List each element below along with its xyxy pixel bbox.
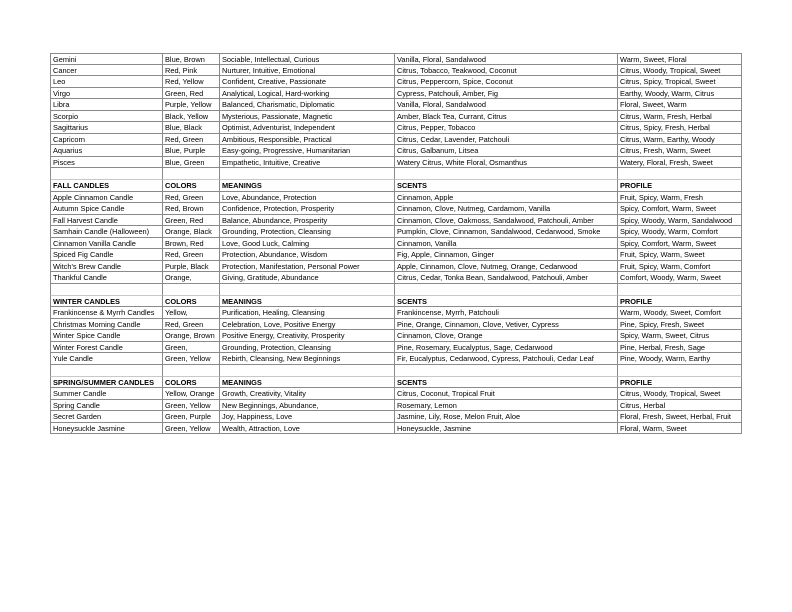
- profile-cell[interactable]: Pine, Woody, Warm, Earthy: [618, 353, 742, 365]
- profile-cell[interactable]: Spicy, Comfort, Warm, Sweet: [618, 238, 742, 250]
- name-cell[interactable]: Libra: [50, 99, 163, 111]
- profile-cell[interactable]: Watery, Floral, Fresh, Sweet: [618, 157, 742, 169]
- name-cell[interactable]: Yule Candle: [50, 353, 163, 365]
- scents-cell[interactable]: Vanilla, Floral, Sandalwood: [395, 99, 618, 111]
- meanings-cell[interactable]: Easy-going, Progressive, Humanitarian: [220, 145, 395, 157]
- colors-cell[interactable]: Red, Green: [163, 134, 220, 146]
- profile-cell[interactable]: Fruit, Spicy, Warm, Comfort: [618, 261, 742, 273]
- profile-cell[interactable]: Pine, Spicy, Fresh, Sweet: [618, 319, 742, 331]
- name-cell[interactable]: Leo: [50, 76, 163, 88]
- colors-cell[interactable]: Red, Brown: [163, 203, 220, 215]
- empty-cell[interactable]: [50, 365, 163, 377]
- empty-cell[interactable]: [50, 284, 163, 296]
- colors-cell[interactable]: Green, Purple: [163, 411, 220, 423]
- colors-cell[interactable]: Red, Yellow: [163, 76, 220, 88]
- meanings-cell[interactable]: Positive Energy, Creativity, Prosperity: [220, 330, 395, 342]
- colors-cell[interactable]: Orange, Brown: [163, 330, 220, 342]
- meanings-cell[interactable]: Celebration, Love, Positive Energy: [220, 319, 395, 331]
- meanings-cell[interactable]: Empathetic, Intuitive, Creative: [220, 157, 395, 169]
- empty-cell[interactable]: [50, 168, 163, 180]
- colors-cell[interactable]: Red, Green: [163, 319, 220, 331]
- scents-cell[interactable]: Citrus, Tobacco, Teakwood, Coconut: [395, 65, 618, 77]
- profile-cell[interactable]: Pine, Herbal, Fresh, Sage: [618, 342, 742, 354]
- colors-cell[interactable]: Red, Green: [163, 249, 220, 261]
- colors-header[interactable]: COLORS: [163, 180, 220, 192]
- scents-cell[interactable]: Amber, Black Tea, Currant, Citrus: [395, 111, 618, 123]
- empty-cell[interactable]: [220, 365, 395, 377]
- scents-cell[interactable]: Citrus, Cedar, Lavender, Patchouli: [395, 134, 618, 146]
- meanings-cell[interactable]: Protection, Abundance, Wisdom: [220, 249, 395, 261]
- name-cell[interactable]: Secret Garden: [50, 411, 163, 423]
- name-cell[interactable]: Scorpio: [50, 111, 163, 123]
- scents-cell[interactable]: Honeysuckle, Jasmine: [395, 423, 618, 435]
- section-title[interactable]: FALL CANDLES: [50, 180, 163, 192]
- scents-cell[interactable]: Pine, Orange, Cinnamon, Clove, Vetiver, Cypress: [395, 319, 618, 331]
- profile-cell[interactable]: Citrus, Spicy, Fresh, Herbal: [618, 122, 742, 134]
- empty-cell[interactable]: [618, 168, 742, 180]
- name-cell[interactable]: Thankful Candle: [50, 272, 163, 284]
- empty-cell[interactable]: [163, 284, 220, 296]
- meanings-cell[interactable]: Confidence, Protection, Prosperity: [220, 203, 395, 215]
- colors-header[interactable]: COLORS: [163, 377, 220, 389]
- name-cell[interactable]: Christmas Morning Candle: [50, 319, 163, 331]
- empty-cell[interactable]: [163, 365, 220, 377]
- scents-cell[interactable]: Frankincense, Myrrh, Patchouli: [395, 307, 618, 319]
- colors-cell[interactable]: Red, Pink: [163, 65, 220, 77]
- scents-cell[interactable]: Fir, Eucalyptus, Cedarwood, Cypress, Patchouli, Cedar Leaf: [395, 353, 618, 365]
- scents-header[interactable]: SCENTS: [395, 296, 618, 308]
- empty-cell[interactable]: [163, 168, 220, 180]
- profile-cell[interactable]: Citrus, Herbal: [618, 400, 742, 412]
- scents-cell[interactable]: Cinnamon, Vanilla: [395, 238, 618, 250]
- scents-cell[interactable]: Cinnamon, Apple: [395, 192, 618, 204]
- colors-cell[interactable]: Green,: [163, 342, 220, 354]
- meanings-cell[interactable]: Balance, Abundance, Prosperity: [220, 215, 395, 227]
- scents-cell[interactable]: Cinnamon, Clove, Nutmeg, Cardamom, Vanilla: [395, 203, 618, 215]
- meanings-cell[interactable]: Optimist, Adventurist, Independent: [220, 122, 395, 134]
- profile-cell[interactable]: Citrus, Warm, Fresh, Herbal: [618, 111, 742, 123]
- scents-cell[interactable]: Cinnamon, Clove, Orange: [395, 330, 618, 342]
- profile-cell[interactable]: Earthy, Woody, Warm, Citrus: [618, 88, 742, 100]
- scents-cell[interactable]: Rosemary, Lemon: [395, 400, 618, 412]
- name-cell[interactable]: Winter Spice Candle: [50, 330, 163, 342]
- scents-cell[interactable]: Cinnamon, Clove, Oakmoss, Sandalwood, Patchouli, Amber: [395, 215, 618, 227]
- scents-cell[interactable]: Pine, Rosemary, Eucalyptus, Sage, Cedarwood: [395, 342, 618, 354]
- scents-cell[interactable]: Citrus, Cedar, Tonka Bean, Sandalwood, Patchouli, Amber: [395, 272, 618, 284]
- name-cell[interactable]: Frankincense & Myrrh Candles: [50, 307, 163, 319]
- name-cell[interactable]: Pisces: [50, 157, 163, 169]
- profile-cell[interactable]: Fruit, Spicy, Warm, Sweet: [618, 249, 742, 261]
- scents-cell[interactable]: Cypress, Patchouli, Amber, Fig: [395, 88, 618, 100]
- colors-cell[interactable]: Brown, Red: [163, 238, 220, 250]
- profile-cell[interactable]: Citrus, Woody, Tropical, Sweet: [618, 65, 742, 77]
- scents-cell[interactable]: Citrus, Coconut, Tropical Fruit: [395, 388, 618, 400]
- profile-cell[interactable]: Citrus, Warm, Earthy, Woody: [618, 134, 742, 146]
- name-cell[interactable]: Apple Cinnamon Candle: [50, 192, 163, 204]
- name-cell[interactable]: Aquarius: [50, 145, 163, 157]
- colors-cell[interactable]: Green, Yellow: [163, 400, 220, 412]
- name-cell[interactable]: Cancer: [50, 65, 163, 77]
- name-cell[interactable]: Sagittarius: [50, 122, 163, 134]
- scents-header[interactable]: SCENTS: [395, 377, 618, 389]
- meanings-cell[interactable]: Nurturer, Intuitive, Emotional: [220, 65, 395, 77]
- profile-cell[interactable]: Spicy, Woody, Warm, Sandalwood: [618, 215, 742, 227]
- name-cell[interactable]: Spring Candle: [50, 400, 163, 412]
- name-cell[interactable]: Samhain Candle (Halloween): [50, 226, 163, 238]
- colors-cell[interactable]: Blue, Black: [163, 122, 220, 134]
- profile-cell[interactable]: Fruit, Spicy, Warm, Fresh: [618, 192, 742, 204]
- colors-cell[interactable]: Green, Yellow: [163, 423, 220, 435]
- candle-spreadsheet-table: [50, 53, 742, 434]
- colors-cell[interactable]: Blue, Purple: [163, 145, 220, 157]
- colors-cell[interactable]: Green, Red: [163, 215, 220, 227]
- colors-cell[interactable]: Green, Yellow: [163, 353, 220, 365]
- scents-cell[interactable]: Fig, Apple, Cinnamon, Ginger: [395, 249, 618, 261]
- scents-cell[interactable]: Watery Citrus, White Floral, Osmanthus: [395, 157, 618, 169]
- profile-header[interactable]: PROFILE: [618, 180, 742, 192]
- meanings-cell[interactable]: Ambitious, Responsible, Practical: [220, 134, 395, 146]
- meanings-cell[interactable]: Love, Good Luck, Calming: [220, 238, 395, 250]
- profile-cell[interactable]: Warm, Woody, Sweet, Comfort: [618, 307, 742, 319]
- colors-cell[interactable]: Black, Yellow: [163, 111, 220, 123]
- name-cell[interactable]: Gemini: [50, 53, 163, 65]
- profile-cell[interactable]: Spicy, Comfort, Warm, Sweet: [618, 203, 742, 215]
- scents-cell[interactable]: Citrus, Galbanum, Litsea: [395, 145, 618, 157]
- name-cell[interactable]: Cinnamon Vanilla Candle: [50, 238, 163, 250]
- profile-cell[interactable]: Floral, Fresh, Sweet, Herbal, Fruit: [618, 411, 742, 423]
- scents-header[interactable]: SCENTS: [395, 180, 618, 192]
- profile-cell[interactable]: Spicy, Woody, Warm, Comfort: [618, 226, 742, 238]
- colors-cell[interactable]: Purple, Yellow: [163, 99, 220, 111]
- empty-cell[interactable]: [220, 284, 395, 296]
- colors-header[interactable]: COLORS: [163, 296, 220, 308]
- colors-cell[interactable]: Blue, Brown: [163, 53, 220, 65]
- colors-cell[interactable]: Orange, Black: [163, 226, 220, 238]
- name-cell[interactable]: Capricorn: [50, 134, 163, 146]
- meanings-cell[interactable]: Balanced, Charismatic, Diplomatic: [220, 99, 395, 111]
- meanings-cell[interactable]: Protection, Manifestation, Personal Power: [220, 261, 395, 273]
- profile-cell[interactable]: Citrus, Spicy, Tropical, Sweet: [618, 76, 742, 88]
- meanings-cell[interactable]: Purification, Healing, Cleansing: [220, 307, 395, 319]
- scents-cell[interactable]: Citrus, Peppercorn, Spice, Coconut: [395, 76, 618, 88]
- empty-cell[interactable]: [618, 284, 742, 296]
- colors-cell[interactable]: Orange,: [163, 272, 220, 284]
- name-cell[interactable]: Fall Harvest Candle: [50, 215, 163, 227]
- meanings-cell[interactable]: Grounding, Protection, Cleansing: [220, 226, 395, 238]
- empty-cell[interactable]: [395, 168, 618, 180]
- colors-cell[interactable]: Red, Green: [163, 192, 220, 204]
- profile-header[interactable]: PROFILE: [618, 296, 742, 308]
- meanings-header[interactable]: MEANINGS: [220, 296, 395, 308]
- profile-cell[interactable]: Citrus, Woody, Tropical, Sweet: [618, 388, 742, 400]
- section-title[interactable]: WINTER CANDLES: [50, 296, 163, 308]
- empty-cell[interactable]: [395, 284, 618, 296]
- profile-cell[interactable]: Comfort, Woody, Warm, Sweet: [618, 272, 742, 284]
- scents-cell[interactable]: Vanilla, Floral, Sandalwood: [395, 53, 618, 65]
- scents-cell[interactable]: Citrus, Pepper, Tobacco: [395, 122, 618, 134]
- meanings-cell[interactable]: Giving, Gratitude, Abundance: [220, 272, 395, 284]
- meanings-cell[interactable]: Mysterious, Passionate, Magnetic: [220, 111, 395, 123]
- section-title[interactable]: SPRING/SUMMER CANDLES: [50, 377, 163, 389]
- meanings-cell[interactable]: New Beginnings, Abundance,: [220, 400, 395, 412]
- colors-cell[interactable]: Purple, Black: [163, 261, 220, 273]
- empty-cell[interactable]: [220, 168, 395, 180]
- meanings-cell[interactable]: Joy, Happiness, Love: [220, 411, 395, 423]
- profile-cell[interactable]: Citrus, Fresh, Warm, Sweet: [618, 145, 742, 157]
- profile-cell[interactable]: Floral, Warm, Sweet: [618, 423, 742, 435]
- profile-cell[interactable]: Warm, Sweet, Floral: [618, 53, 742, 65]
- empty-cell[interactable]: [395, 365, 618, 377]
- colors-cell[interactable]: Yellow, Orange: [163, 388, 220, 400]
- name-cell[interactable]: Autumn Spice Candle: [50, 203, 163, 215]
- meanings-cell[interactable]: Grounding, Protection, Cleansing: [220, 342, 395, 354]
- name-cell[interactable]: Winter Forest Candle: [50, 342, 163, 354]
- name-cell[interactable]: Summer Candle: [50, 388, 163, 400]
- meanings-cell[interactable]: Analytical, Logical, Hard-working: [220, 88, 395, 100]
- name-cell[interactable]: Witch's Brew Candle: [50, 261, 163, 273]
- name-cell[interactable]: Honeysuckle Jasmine: [50, 423, 163, 435]
- meanings-cell[interactable]: Rebirth, Cleansing, New Beginnings: [220, 353, 395, 365]
- scents-cell[interactable]: Apple, Cinnamon, Clove, Nutmeg, Orange, Cedarwood: [395, 261, 618, 273]
- colors-cell[interactable]: Green, Red: [163, 88, 220, 100]
- meanings-cell[interactable]: Love, Abundance, Protection: [220, 192, 395, 204]
- profile-cell[interactable]: Spicy, Warm, Sweet, Citrus: [618, 330, 742, 342]
- meanings-cell[interactable]: Growth, Creativity, Vitality: [220, 388, 395, 400]
- colors-cell[interactable]: Blue, Green: [163, 157, 220, 169]
- meanings-cell[interactable]: Sociable, Intellectual, Curious: [220, 53, 395, 65]
- scents-cell[interactable]: Jasmine, Lily, Rose, Melon Fruit, Aloe: [395, 411, 618, 423]
- name-cell[interactable]: Virgo: [50, 88, 163, 100]
- meanings-header[interactable]: MEANINGS: [220, 377, 395, 389]
- empty-cell[interactable]: [618, 365, 742, 377]
- profile-cell[interactable]: Floral, Sweet, Warm: [618, 99, 742, 111]
- meanings-cell[interactable]: Wealth, Attraction, Love: [220, 423, 395, 435]
- scents-cell[interactable]: Pumpkin, Clove, Cinnamon, Sandalwood, Cedarwood, Smoke: [395, 226, 618, 238]
- meanings-header[interactable]: MEANINGS: [220, 180, 395, 192]
- meanings-cell[interactable]: Confident, Creative, Passionate: [220, 76, 395, 88]
- colors-cell[interactable]: Yellow,: [163, 307, 220, 319]
- name-cell[interactable]: Spiced Fig Candle: [50, 249, 163, 261]
- profile-header[interactable]: PROFILE: [618, 377, 742, 389]
